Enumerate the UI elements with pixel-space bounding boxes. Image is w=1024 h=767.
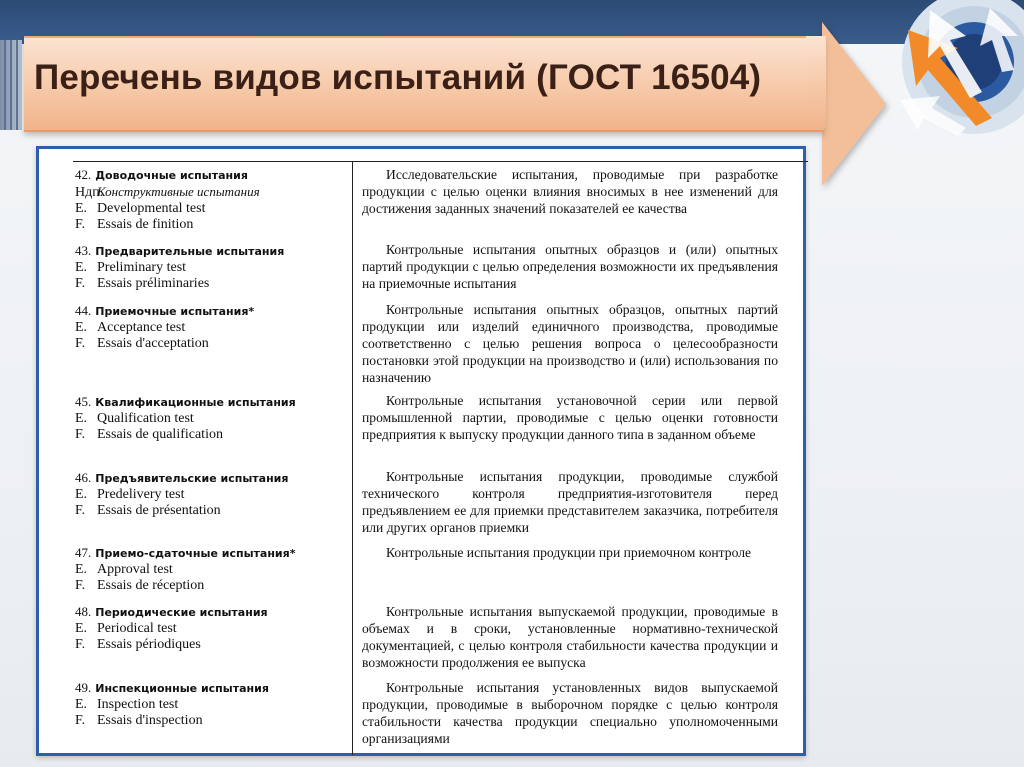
definition-48: Контрольные испытания выпускаемой продукции, проводимые в объемах и в сроки, установленные нормативно-технической документацией, с целью контроля стабильности качества продукции и возможности продолжения ее выпуска	[362, 604, 778, 670]
definition-42: Исследовательские испытания, проводимые при разработке продукции с целью оценки влияния вносимых в нее изменений для достижения заданных значений показателей ее качества	[362, 167, 778, 216]
term-entry-48: 48. Периодические испытания E. Periodical test F. Essais périodiques	[75, 604, 268, 652]
definition-43: Контрольные испытания опытных образцов и (или) опытных партий продукции с целью определения возможности их предъявления на приемочные испытания	[362, 242, 778, 291]
term-entry-43: 43. Предварительные испытания E. Preliminary test F. Essais préliminaries	[75, 243, 285, 291]
decorative-arrows-logo	[870, 0, 1024, 160]
left-rail-decoration	[0, 40, 22, 130]
term-entry-46: 46. Предъявительские испытания E. Predelivery test F. Essais de présentation	[75, 470, 289, 518]
definition-45: Контрольные испытания установочной серии или первой промышленной партии, проводимые с целью оценки готовности предприятия к выпуску продукции данного типа в заданном объеме	[362, 393, 778, 442]
gost-table-scan	[36, 146, 806, 756]
term-entry-49: 49. Инспекционные испытания E. Inspection test F. Essais d'inspection	[75, 680, 269, 728]
term-entry-42: 42. Доводочные испытания Ндп.Конструктивные испытания E. Developmental test F. Essais de finition	[75, 167, 260, 232]
table-top-rule	[73, 161, 808, 162]
slide-title: Перечень видов испытаний (ГОСТ 16504)	[34, 58, 762, 97]
definition-49: Контрольные испытания установленных видов выпускаемой продукции, проводимые в выборочном порядке с целью контроля стабильности качества продукции специально уполномоченными организациями	[362, 680, 778, 746]
table-column-divider	[352, 161, 353, 755]
definition-44: Контрольные испытания опытных образцов, опытных партий продукции или изделий единичного производства, проводимые соответственно с целью решения вопроса о целесообразности постановки этой продукции на производство и (или) использования по назначению	[362, 302, 778, 385]
definition-46: Контрольные испытания продукции, проводимые службой технического контроля предприятия-изготовителя перед предъявлением ее для приемки представителем заказчика, потребителя или других органов приемки	[362, 469, 778, 535]
term-entry-45: 45. Квалификационные испытания E. Qualification test F. Essais de qualification	[75, 394, 296, 442]
term-entry-47: 47. Приемо-сдаточные испытания* E. Approval test F. Essais de réception	[75, 545, 296, 593]
definition-47: Контрольные испытания продукции при приемочном контроле	[386, 545, 752, 560]
term-entry-44: 44. Приемочные испытания* E. Acceptance test F. Essais d'acceptation	[75, 303, 255, 351]
